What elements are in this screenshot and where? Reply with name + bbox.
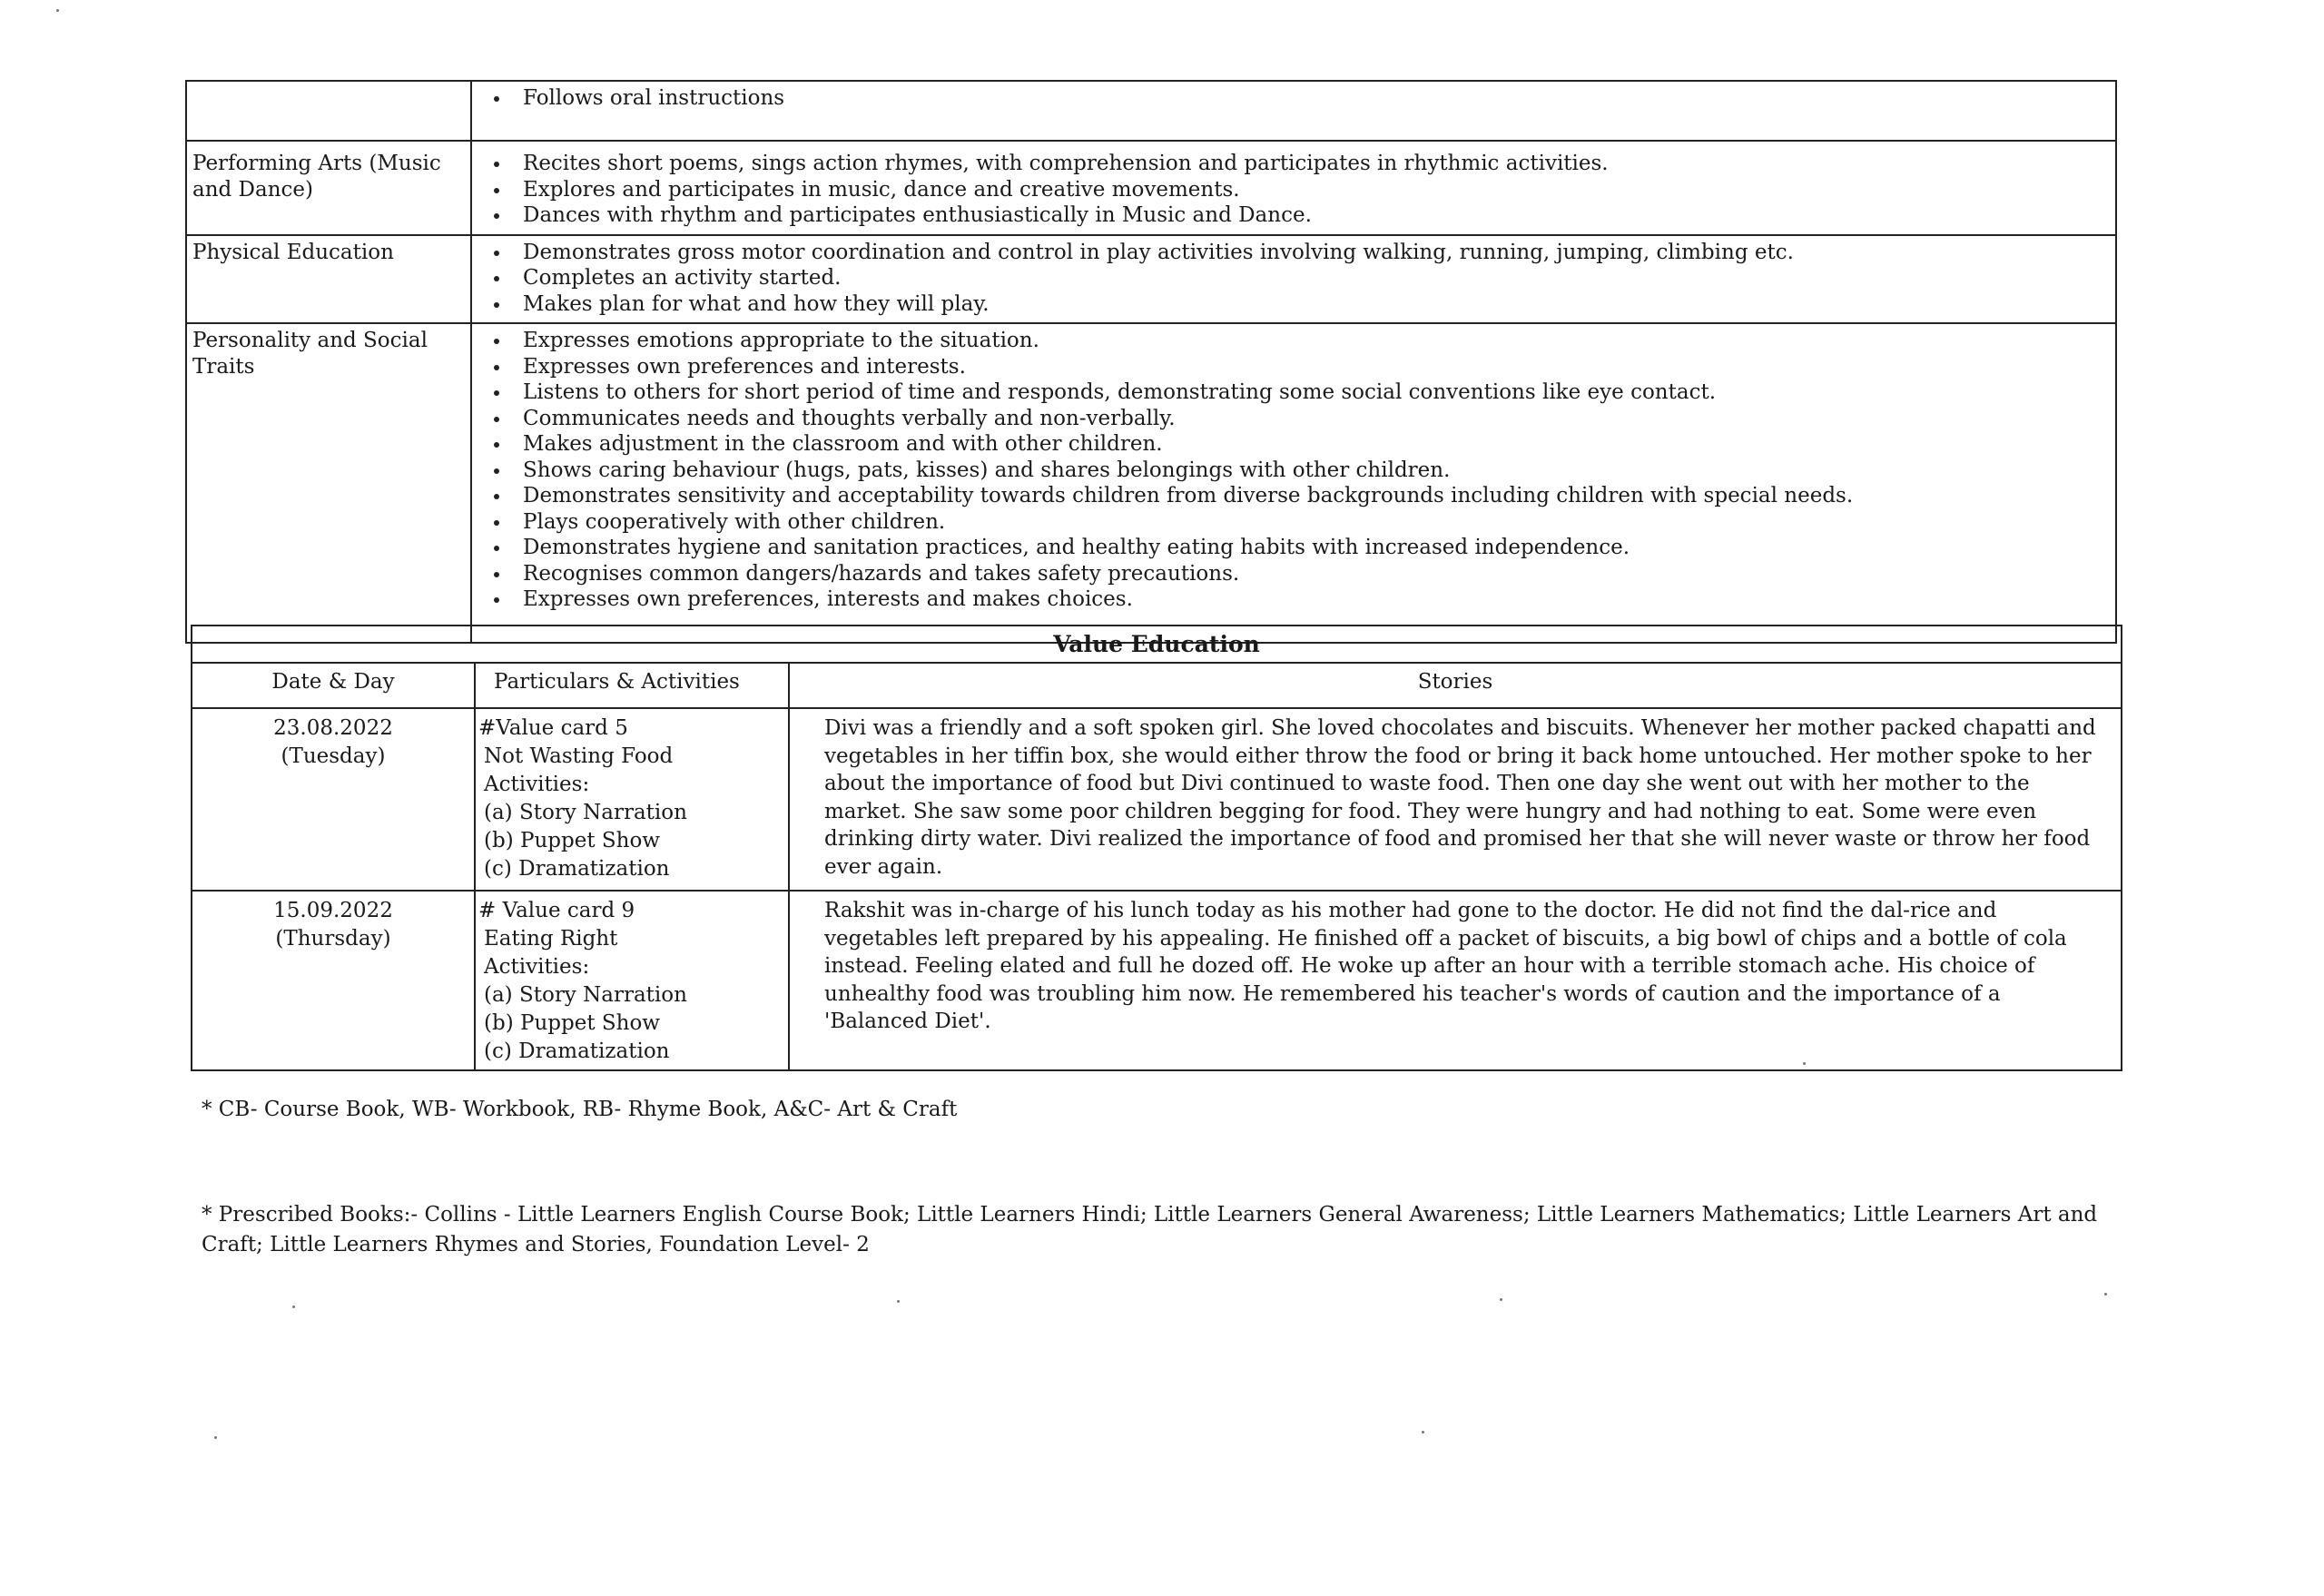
prescribed-books-note: * Prescribed Books:- Collins - Little Learners English Course Book; Little Learners Hindi; Little Learners General Awareness; Little Learners Mathematics; Little Learners Art and Craft; Little Learners Rhymes and Stories, Foundation Level- 2 [202,1203,2098,1256]
date-text: 23.08.2022 [273,716,393,740]
activity-item: (a) Story Narration [484,801,687,824]
day-text: (Tuesday) [281,744,386,768]
value-education-title: Value Education [192,626,2122,663]
story-cell: Divi was a friendly and a soft spoken girl. She loved chocolates and biscuits. Whenever her mother packed chapatti and vegetables in her tiffin box, she would either throw the food or bring it back home untouched. Her mother spoke to her about the importance of food but Divi continued to waste food. Then one day she went out with her mother to the market. She saw some poor children begging for food. They were hungry and had nothing to eat. Some were even drinking dirty water. Divi realized the importance of food and promised her that she will never waste or throw her food ever again. [789,708,2122,891]
outcome-item: Dances with rhythm and participates enthusiastically in Music and Dance. [483,202,2106,229]
particulars-cell [475,891,789,1070]
stories-header: Stories [789,663,2122,708]
particulars-cell [475,708,789,891]
outcome-item: Explores and participates in music, dance and creative movements. [483,177,2106,203]
outcome-item: Follows oral instructions [483,85,2106,112]
activity-item: (c) Dramatization [484,857,670,881]
date-text: 15.09.2022 [273,899,393,922]
area-cell: Personality and Social Traits [186,323,471,643]
activity-item: (a) Story Narration [484,983,687,1007]
outcome-item: Makes plan for what and how they will play. [483,291,2106,318]
outcome-item: Plays cooperatively with other children. [483,509,2106,536]
value-card-topic: Not Wasting Food [484,744,674,768]
story-cell: Rakshit was in-charge of his lunch today as his mother had gone to the doctor. He did not find the dal-rice and vegetables left prepared by his appealing. He finished off a packet of biscuits, a big bowl of chips and a bottle of cola instead. Feeling elated and full he dozed off. He woke up after an hour with a terrible stomach ache. His choice of unhealthy food was troubling him now. He remembered his teacher's words of caution and the importance of a 'Balanced Diet'. [789,891,2122,1070]
outcomes-row [186,81,2116,141]
scan-speck [1500,1298,1502,1301]
outcome-item: Expresses emotions appropriate to the situation. [483,328,2106,354]
outcomes-list [483,240,2106,318]
outcomes-list [483,328,2106,613]
value-education-title-row [192,626,2122,663]
scan-speck [1803,1062,1806,1065]
scan-speck [56,9,59,12]
activities-label: Activities: [484,773,590,796]
activity-item: (c) Dramatization [484,1039,670,1063]
outcomes-row [186,235,2116,324]
scan-speck [292,1305,295,1308]
area-cell: Physical Education [186,235,471,324]
outcome-item: Makes adjustment in the classroom and with other children. [483,431,2106,458]
scan-speck [214,1436,217,1439]
outcomes-cell [471,235,2116,324]
outcomes-cell [471,141,2116,235]
outcome-item: Recognises common dangers/hazards and takes safety precautions. [483,561,2106,587]
outcome-item: Completes an activity started. [483,265,2106,291]
outcome-item: Expresses own preferences and interests. [483,354,2106,380]
day-text: (Thursday) [275,927,391,951]
scan-speck [2104,1293,2107,1296]
value-education-row [192,708,2122,891]
outcome-item: Demonstrates hygiene and sanitation practices, and healthy eating habits with increased independence. [483,535,2106,561]
scan-speck [897,1300,900,1303]
date-day-header: Date & Day [192,663,475,708]
abbreviations-note: * CB- Course Book, WB- Workbook, RB- Rhyme Book, A&C- Art & Craft [202,1098,958,1121]
value-card-label: # Value card 9 [478,899,635,922]
outcomes-row [186,141,2116,235]
value-education-table [191,625,2122,1071]
outcome-item: Demonstrates sensitivity and acceptability towards children from diverse backgrounds including children with special needs. [483,483,2106,509]
value-education-row [192,891,2122,1070]
outcomes-cell [471,323,2116,643]
activities-label: Activities: [484,955,590,979]
outcomes-row [186,323,2116,643]
value-education-header-row [192,663,2122,708]
outcome-item: Demonstrates gross motor coordination and control in play activities involving walking, running, jumping, climbing etc. [483,240,2106,266]
value-card-label: #Value card 5 [478,716,628,740]
date-cell [192,891,475,1070]
area-cell: Performing Arts (Music and Dance) [186,141,471,235]
outcomes-list [483,151,2106,229]
learning-outcomes-table [185,80,2117,644]
activity-item: (b) Puppet Show [484,829,660,852]
particulars-header: Particulars & Activities [475,663,789,708]
date-cell [192,708,475,891]
outcome-item: Recites short poems, sings action rhymes, with comprehension and participates in rhythmic activities. [483,151,2106,177]
outcome-item: Listens to others for short period of time and responds, demonstrating some social conventions like eye contact. [483,379,2106,406]
activity-item: (b) Puppet Show [484,1011,660,1035]
outcome-item: Expresses own preferences, interests and makes choices. [483,586,2106,613]
value-card-topic: Eating Right [484,927,618,951]
area-cell [186,81,471,141]
outcomes-cell [471,81,2116,141]
outcomes-list [483,85,2106,112]
outcome-item: Shows caring behaviour (hugs, pats, kisses) and shares belongings with other children. [483,458,2106,484]
scan-speck [1422,1431,1424,1433]
outcome-item: Communicates needs and thoughts verbally and non-verbally. [483,406,2106,432]
